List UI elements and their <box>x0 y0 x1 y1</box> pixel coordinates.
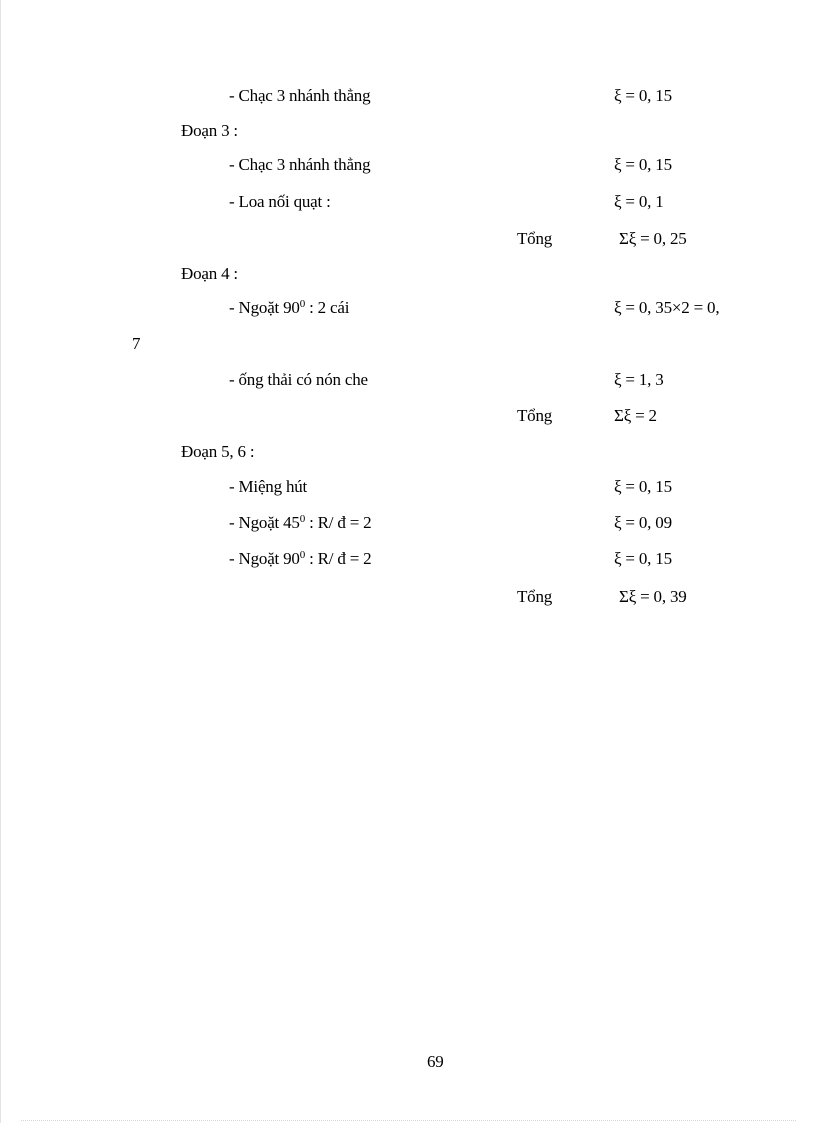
item-label-text: : R/ đ = 2 <box>305 549 372 568</box>
item-value: ξ = 0, 15 <box>614 86 672 105</box>
item-label <box>229 513 371 533</box>
item-label <box>229 298 349 318</box>
item-label-text: : 2 cái <box>305 298 350 317</box>
item-value: ξ = 0, 15 <box>614 477 672 496</box>
item-value: ξ = 1, 3 <box>614 370 664 389</box>
item-label: - Miệng hút <box>229 477 308 496</box>
item-value: ξ = 0, 15 <box>614 549 672 568</box>
item-value: ξ = 0, 15 <box>614 155 672 174</box>
item-value: ξ = 0, 35×2 = 0, <box>614 298 720 317</box>
degree-superscript: 0 <box>299 513 306 525</box>
item-value-wrap: 7 <box>132 334 141 353</box>
degree-superscript: 0 <box>299 549 306 561</box>
total-label: Tổng <box>517 229 553 248</box>
section-heading: Đoạn 3 : <box>181 121 238 140</box>
item-label-text: - Ngoặt 90 <box>229 298 300 317</box>
item-value: ξ = 0, 09 <box>614 513 672 532</box>
item-label: - Chạc 3 nhánh thẳng <box>229 86 371 105</box>
total-value: Σξ = 0, 39 <box>619 587 687 606</box>
total-label: Tổng <box>517 587 553 606</box>
item-label-text: : R/ đ = 2 <box>305 513 372 532</box>
page-number: 69 <box>427 1052 444 1071</box>
section-heading: Đoạn 4 : <box>181 264 238 283</box>
total-label: Tổng <box>517 406 553 425</box>
page-bottom-divider <box>21 1120 796 1121</box>
total-value: Σξ = 0, 25 <box>619 229 687 248</box>
item-label-text: - Ngoặt 45 <box>229 513 300 532</box>
degree-superscript: 0 <box>299 298 306 310</box>
item-value: ξ = 0, 1 <box>614 192 664 211</box>
item-label-text: - Ngoặt 90 <box>229 549 300 568</box>
item-label: - ống thải có nón che <box>229 370 368 389</box>
item-label: - Loa nối quạt : <box>229 192 331 211</box>
total-value: Σξ = 2 <box>614 406 657 425</box>
item-label <box>229 549 371 569</box>
section-heading: Đoạn 5, 6 : <box>181 442 255 461</box>
item-label: - Chạc 3 nhánh thẳng <box>229 155 371 174</box>
